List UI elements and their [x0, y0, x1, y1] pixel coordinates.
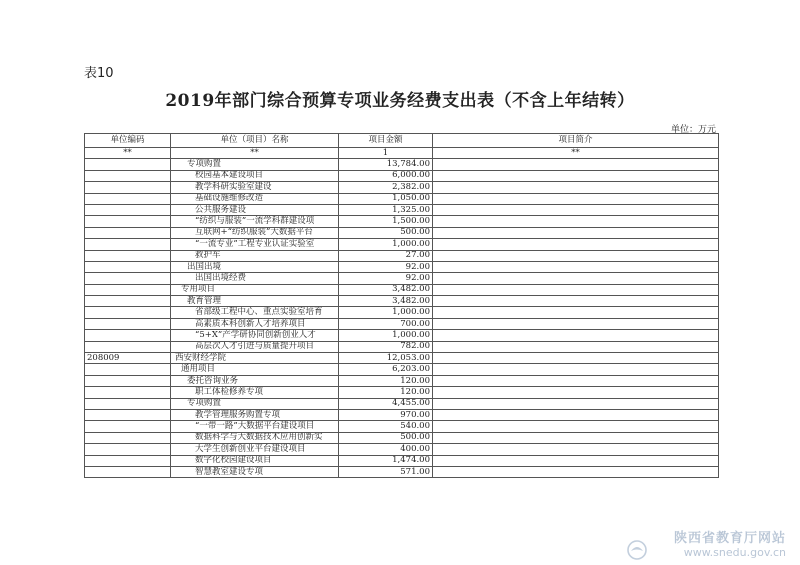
watermark-site-name: 陕西省教育厅网站 [673, 531, 786, 546]
description-cell [433, 341, 719, 352]
description-cell [433, 387, 719, 398]
unit-code-cell [85, 409, 171, 420]
description-cell [433, 250, 719, 261]
table-row [85, 387, 719, 398]
table-row [85, 466, 719, 477]
description-cell [433, 216, 719, 227]
page-title: 2019年部门综合预算专项业务经费支出表（不含上年结转） [165, 91, 635, 111]
item-name-cell: 专项购置 [171, 398, 339, 409]
item-name-cell: “一带一路”大数据平台建设项目 [171, 421, 339, 432]
description-cell [433, 432, 719, 443]
unit-code-cell [85, 193, 171, 204]
unit-code-cell [85, 284, 171, 295]
item-name-cell: 教学管理服务购置专项 [171, 409, 339, 420]
amount-cell: 1,325.00 [339, 204, 433, 215]
table-row [85, 216, 719, 227]
item-name-cell: 委托咨询业务 [171, 375, 339, 386]
table-row [85, 398, 719, 409]
amount-cell: 970.00 [339, 409, 433, 420]
amount-cell: 4,455.00 [339, 398, 433, 409]
unit-code-cell [85, 318, 171, 329]
item-name-cell: 救护车 [171, 250, 339, 261]
description-cell [433, 307, 719, 318]
table-row [85, 364, 719, 375]
unit-code-cell [85, 307, 171, 318]
amount-cell: 92.00 [339, 273, 433, 284]
item-name-cell: 互联网+“纺织服装”大数据平台 [171, 227, 339, 238]
item-name-cell: 校园基本建设项目 [171, 170, 339, 181]
table-row [85, 330, 719, 341]
column-header-code: 单位编码 [85, 134, 171, 148]
table-row [85, 375, 719, 386]
amount-cell: 1,000.00 [339, 239, 433, 250]
table-row [85, 204, 719, 215]
amount-cell: 540.00 [339, 421, 433, 432]
item-name-cell: 省部级工程中心、重点实验室培育 [171, 307, 339, 318]
description-cell [433, 159, 719, 170]
amount-cell: 400.00 [339, 444, 433, 455]
description-cell [433, 455, 719, 466]
description-cell [433, 261, 719, 272]
item-name-cell: “一流专业”工程专业认证实验室 [171, 239, 339, 250]
item-name-cell: “5+X”产学研协同创新创业人才 [171, 330, 339, 341]
table-row [85, 409, 719, 420]
item-name-cell: 数字化校园建设项目 [171, 455, 339, 466]
unit-code-cell [85, 227, 171, 238]
amount-cell: 92.00 [339, 261, 433, 272]
item-name-cell: 职工体检修养专项 [171, 387, 339, 398]
amount-cell: 782.00 [339, 341, 433, 352]
amount-cell: 571.00 [339, 466, 433, 477]
table-row [85, 182, 719, 193]
amount-cell: 500.00 [339, 432, 433, 443]
table-row [85, 261, 719, 272]
item-name-cell: 出国出境 [171, 261, 339, 272]
item-name-cell: 专项购置 [171, 159, 339, 170]
unit-code-cell [85, 330, 171, 341]
table-row [85, 307, 719, 318]
table-row [85, 455, 719, 466]
unit-code-cell [85, 182, 171, 193]
education-ministry-logo-icon [624, 539, 650, 561]
amount-cell: 1,000.00 [339, 307, 433, 318]
description-cell [433, 273, 719, 284]
table-row [85, 239, 719, 250]
description-cell [433, 421, 719, 432]
unit-code-cell: 208009 [85, 353, 171, 364]
description-cell [433, 193, 719, 204]
amount-cell: 120.00 [339, 387, 433, 398]
table-row [85, 318, 719, 329]
unit-code-cell [85, 296, 171, 307]
amount-cell: 700.00 [339, 318, 433, 329]
item-name-cell: 数据科学与大数据技术应用创新实 [171, 432, 339, 443]
item-name-cell: 出国出境经费 [171, 273, 339, 284]
unit-code-cell [85, 216, 171, 227]
description-cell [433, 296, 719, 307]
column-header-amount: 项目金额 [339, 134, 433, 148]
table-row [85, 159, 719, 170]
description-cell [433, 375, 719, 386]
column-header-desc: 项目简介 [433, 134, 719, 148]
unit-code-cell [85, 387, 171, 398]
table-row [85, 341, 719, 352]
marker-cell: 1 [339, 148, 433, 159]
description-cell [433, 444, 719, 455]
unit-code-cell [85, 341, 171, 352]
description-cell [433, 170, 719, 181]
unit-code-cell [85, 421, 171, 432]
description-cell [433, 227, 719, 238]
amount-cell: 27.00 [339, 250, 433, 261]
item-name-cell: 大学生创新创业平台建设项目 [171, 444, 339, 455]
unit-code-cell [85, 432, 171, 443]
description-cell [433, 330, 719, 341]
item-name-cell: 西安财经学院 [171, 353, 339, 364]
description-cell [433, 239, 719, 250]
marker-row [85, 148, 719, 159]
amount-cell: 1,000.00 [339, 330, 433, 341]
table-row [85, 444, 719, 455]
amount-cell: 13,784.00 [339, 159, 433, 170]
unit-code-cell [85, 375, 171, 386]
table-row [85, 273, 719, 284]
unit-code-cell [85, 444, 171, 455]
description-cell [433, 182, 719, 193]
table-row [85, 296, 719, 307]
item-name-cell: 教学科研实验室建设 [171, 182, 339, 193]
table-number: 表10 [84, 66, 114, 81]
unit-code-cell [85, 159, 171, 170]
unit-code-cell [85, 204, 171, 215]
amount-cell: 1,500.00 [339, 216, 433, 227]
amount-cell: 3,482.00 [339, 284, 433, 295]
item-name-cell: 高层次人才引进与质量提升项目 [171, 341, 339, 352]
site-watermark [674, 527, 786, 559]
item-name-cell: 高素质本科创新人才培养项目 [171, 318, 339, 329]
budget-table [84, 133, 719, 478]
unit-code-cell [85, 250, 171, 261]
item-name-cell: “纺织与服装”一流学科群建设项 [171, 216, 339, 227]
description-cell [433, 398, 719, 409]
marker-cell: ** [171, 148, 339, 159]
unit-code-cell [85, 466, 171, 477]
table-row [85, 227, 719, 238]
table-row [85, 432, 719, 443]
amount-cell: 2,382.00 [339, 182, 433, 193]
item-name-cell: 智慧教室建设专项 [171, 466, 339, 477]
column-header-name: 单位（项目）名称 [171, 134, 339, 148]
amount-cell: 500.00 [339, 227, 433, 238]
item-name-cell: 基础设施维修改造 [171, 193, 339, 204]
description-cell [433, 364, 719, 375]
description-cell [433, 204, 719, 215]
amount-cell: 12,053.00 [339, 353, 433, 364]
amount-cell: 1,474.00 [339, 455, 433, 466]
amount-cell: 120.00 [339, 375, 433, 386]
unit-code-cell [85, 398, 171, 409]
unit-label: 单位：万元 [670, 125, 716, 135]
description-cell [433, 318, 719, 329]
table-row [85, 193, 719, 204]
table-row [85, 250, 719, 261]
unit-code-cell [85, 273, 171, 284]
description-cell [433, 284, 719, 295]
table-row [85, 421, 719, 432]
marker-cell: ** [433, 148, 719, 159]
description-cell [433, 409, 719, 420]
description-cell [433, 466, 719, 477]
unit-code-cell [85, 364, 171, 375]
amount-cell: 3,482.00 [339, 296, 433, 307]
table-row [85, 284, 719, 295]
unit-code-cell [85, 170, 171, 181]
item-name-cell: 教育管理 [171, 296, 339, 307]
amount-cell: 6,203.00 [339, 364, 433, 375]
amount-cell: 6,000.00 [339, 170, 433, 181]
unit-code-cell [85, 455, 171, 466]
table-header-row [85, 134, 719, 148]
unit-code-cell [85, 239, 171, 250]
amount-cell: 1,050.00 [339, 193, 433, 204]
item-name-cell: 专用项目 [171, 284, 339, 295]
table-row [85, 170, 719, 181]
item-name-cell: 通用项目 [171, 364, 339, 375]
unit-code-cell [85, 261, 171, 272]
item-name-cell: 公共服务建设 [171, 204, 339, 215]
description-cell [433, 353, 719, 364]
watermark-url: www.snedu.gov.cn [683, 546, 786, 559]
table-row [85, 353, 719, 364]
marker-cell: ** [85, 148, 171, 159]
